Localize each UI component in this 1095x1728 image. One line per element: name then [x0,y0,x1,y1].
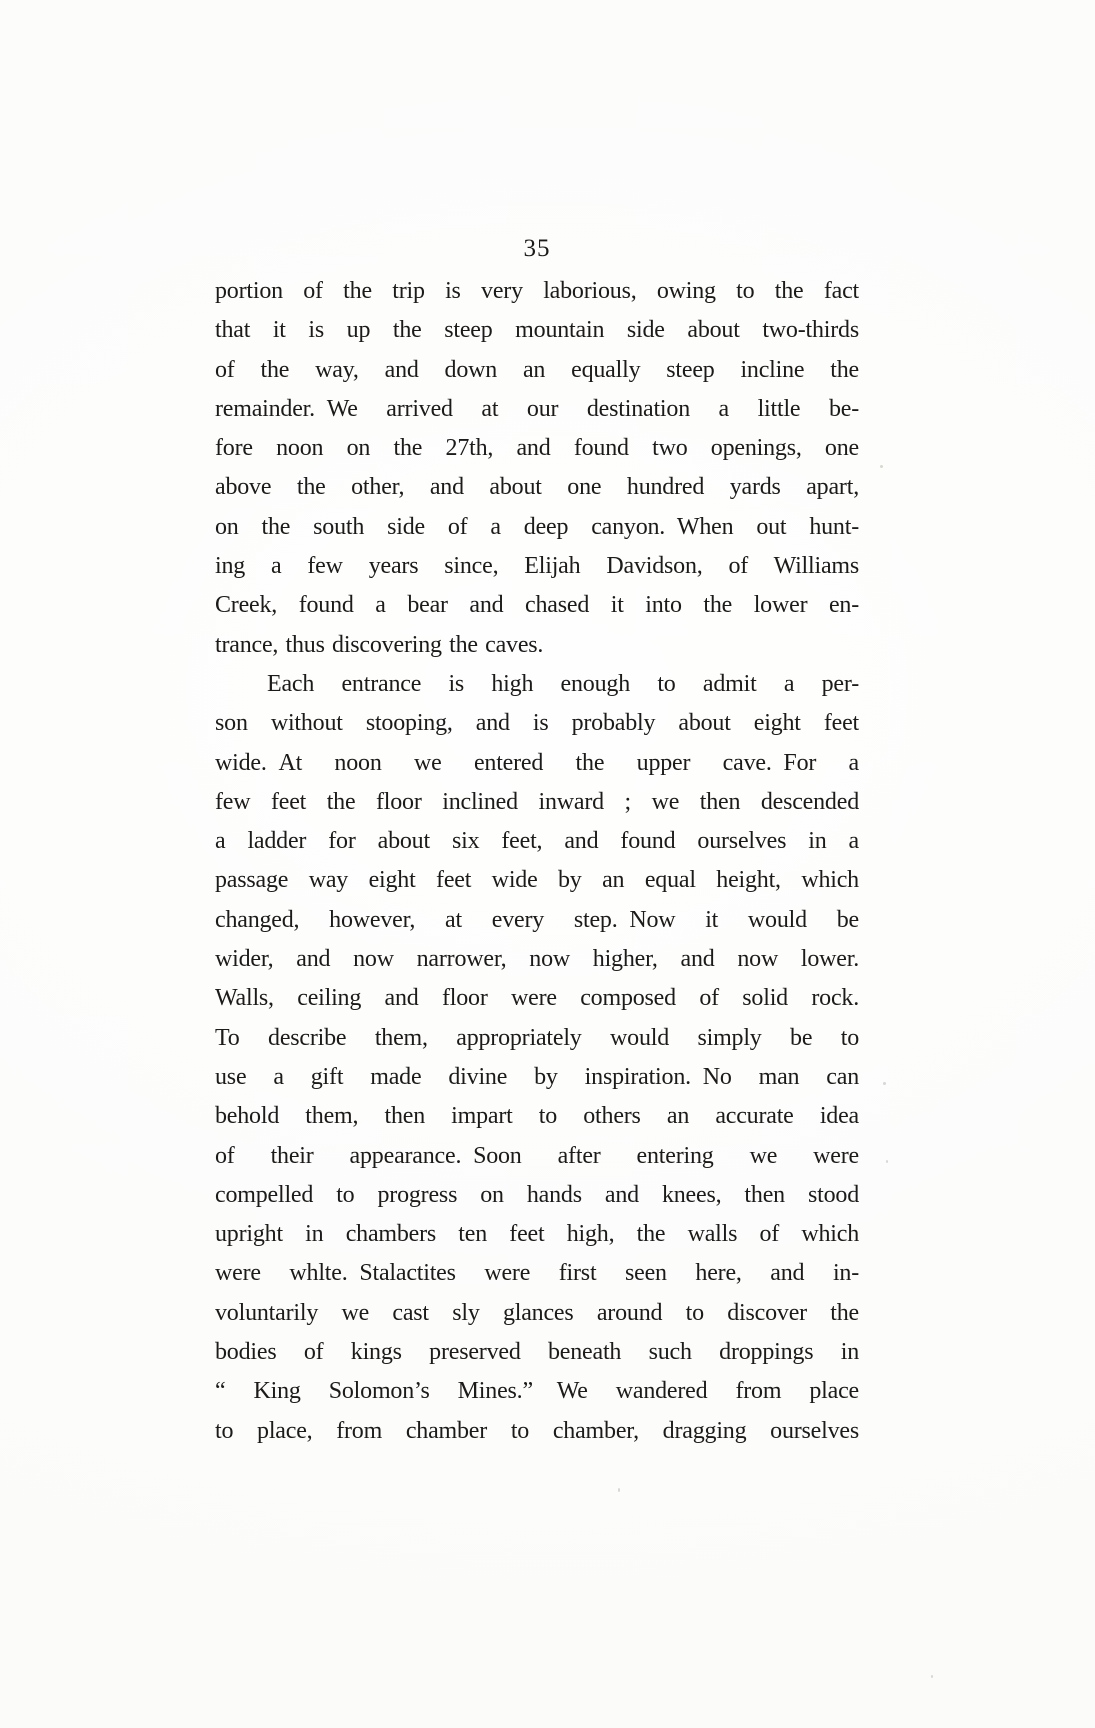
text-line: to place, from chamber to chamber, dragging ourselves [215,1417,859,1444]
text-line: wide. At noon we entered the upper cave. For a [215,749,859,776]
text-line: “ King Solomon’s Mines.” We wandered from place [215,1378,859,1405]
text-line: remainder. We arrived at our destination a little be- [215,395,859,422]
text-line: Creek, found a bear and chased it into the lower en- [215,592,859,619]
text-line: upright in chambers ten feet high, the walls of which [215,1221,859,1248]
text-line: voluntarily we cast sly glances around to discover the [215,1299,859,1326]
text-line: use a gift made divine by inspiration. No man can [215,1063,859,1090]
text-line: bodies of kings preserved beneath such droppings in [215,1339,859,1366]
text-line: fore noon on the 27th, and found two openings, one [215,435,859,462]
text-line: few feet the floor inclined inward ; we then descended [215,788,859,815]
text-line: behold them, then impart to others an accurate idea [215,1103,859,1130]
page-number: 35 [523,235,551,262]
scan-speck [880,465,883,468]
text-line: of the way, and down an equally steep incline the [215,356,859,383]
text-line: changed, however, at every step. Now it would be [215,906,859,933]
text-line: passage way eight feet wide by an equal height, which [215,867,859,894]
text-line: Walls, ceiling and floor were composed of solid rock. [215,985,859,1012]
text-line: portion of the trip is very laborious, owing to the fact [215,278,859,304]
scan-speck [883,1082,886,1085]
text-line: on the south side of a deep canyon. When out hunt- [215,513,859,540]
text-line: a ladder for about six feet, and found ourselves in a [215,828,859,855]
text-line: Each entrance is high enough to admit a per- [267,670,859,697]
text-line: ing a few years since, Elijah Davidson, of Williams [215,553,859,580]
text-line: were whlte. Stalactites were first seen here, and in- [215,1260,859,1287]
scan-speck [618,1488,620,1492]
text-line: above the other, and about one hundred yards apart, [215,474,859,501]
page-text [215,272,859,1451]
text-line: trance, thus discovering the caves. [215,631,544,658]
scan-speck [931,1675,933,1678]
text-line: compelled to progress on hands and knees, then stood [215,1181,859,1208]
text-line: To describe them, appropriately would simply be to [215,1024,859,1051]
text-line: that it is up the steep mountain side about two-thirds [215,317,859,344]
text-line: son without stooping, and is probably about eight feet [215,710,859,737]
text-line: wider, and now narrower, now higher, and now lower. [215,946,859,973]
text-line: of their appearance. Soon after entering we were [215,1142,859,1169]
scan-speck [886,1160,888,1163]
